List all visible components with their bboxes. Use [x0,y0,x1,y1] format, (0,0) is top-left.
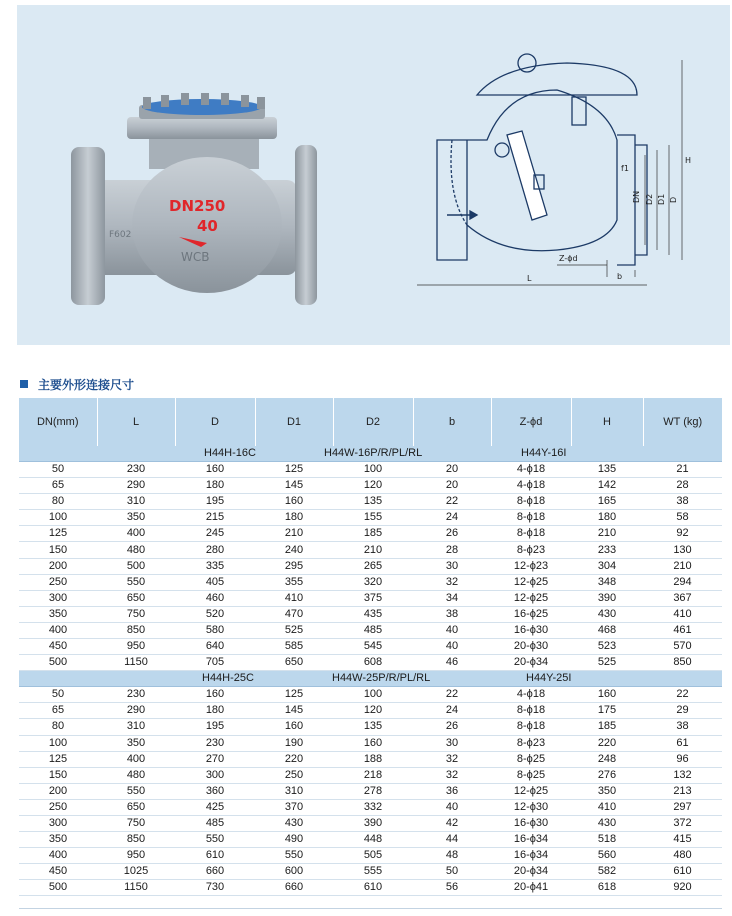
table-cell: 650 [97,590,175,606]
table-cell: 372 [643,815,722,831]
table-cell: 410 [255,590,333,606]
table-cell: 48 [413,848,491,864]
table-cell: 570 [643,639,722,655]
table-cell: 28 [643,478,722,494]
model-group-row [19,671,722,687]
table-cell: 250 [255,767,333,783]
dim-d2: D2 [645,193,654,205]
table-cell: 278 [333,783,413,799]
table-cell: 610 [643,864,722,880]
dimension-table [19,398,722,896]
table-cell: 8-ϕ18 [491,510,571,526]
valve-photo [57,85,317,325]
table-cell: 8-ϕ23 [491,735,571,751]
dim-nominal: DN [632,190,641,203]
table-cell: 16-ϕ25 [491,606,571,622]
table-cell: 580 [175,622,255,638]
table-cell: 850 [97,622,175,638]
table-cell: 310 [255,783,333,799]
table-cell: 233 [571,542,643,558]
table-cell: 32 [413,751,491,767]
dim-length: L [527,274,532,283]
header-l: L [97,398,175,446]
table-header-row [19,398,722,446]
table-cell: 335 [175,558,255,574]
table-cell: 480 [97,767,175,783]
table-cell: 8-ϕ18 [491,494,571,510]
table-cell: 300 [175,767,255,783]
table-cell: 297 [643,799,722,815]
table-row [19,622,722,638]
table-cell: 40 [413,639,491,655]
table-row [19,462,722,478]
table-cell: 190 [255,735,333,751]
table-cell: 304 [571,558,643,574]
table-cell: 230 [175,735,255,751]
table-cell: 480 [643,848,722,864]
table-cell: 518 [571,832,643,848]
table-cell: 135 [333,719,413,735]
table-cell: 24 [413,510,491,526]
table-cell: 4-ϕ18 [491,687,571,703]
table-cell: 215 [175,510,255,526]
model-label: H44H-16C [204,447,256,459]
table-cell: 8-ϕ18 [491,703,571,719]
table-cell: 92 [643,526,722,542]
table-cell: 550 [97,783,175,799]
table-cell: 640 [175,639,255,655]
table-cell: 16-ϕ34 [491,832,571,848]
marking-pressure: 40 [197,217,218,235]
table-cell: 950 [97,639,175,655]
table-cell: 430 [571,606,643,622]
table-cell: 850 [643,655,722,671]
table-row [19,848,722,864]
table-cell: 16-ϕ34 [491,848,571,864]
table-cell: 160 [333,735,413,751]
table-cell: 165 [571,494,643,510]
table-cell: 120 [333,703,413,719]
table-cell: 160 [255,494,333,510]
table-cell: 61 [643,735,722,751]
table-cell: 12-ϕ30 [491,799,571,815]
table-cell: 46 [413,655,491,671]
table-cell: 28 [413,542,491,558]
table-cell: 300 [19,590,97,606]
table-cell: 348 [571,574,643,590]
table-cell: 20 [413,462,491,478]
table-cell: 485 [175,815,255,831]
model-label: H44W-16P/R/PL/RL [324,447,423,459]
table-cell: 185 [571,719,643,735]
table-row [19,735,722,751]
table-cell: 125 [19,751,97,767]
table-cell: 390 [333,815,413,831]
table-cell: 200 [19,558,97,574]
table-cell: 8-ϕ25 [491,767,571,783]
table-cell: 8-ϕ18 [491,526,571,542]
table-cell: 21 [643,462,722,478]
table-cell: 430 [255,815,333,831]
table-cell: 132 [643,767,722,783]
table-cell: 525 [255,622,333,638]
table-cell: 705 [175,655,255,671]
table-cell: 367 [643,590,722,606]
model-label: H44Y-16I [521,447,567,459]
table-cell: 582 [571,864,643,880]
table-cell: 195 [175,494,255,510]
table-cell: 550 [255,848,333,864]
table-cell: 8-ϕ18 [491,719,571,735]
table-cell: 485 [333,622,413,638]
table-cell: 650 [255,655,333,671]
table-cell: 8-ϕ25 [491,751,571,767]
table-cell: 250 [19,574,97,590]
table-row [19,832,722,848]
dim-flange-lip: f1 [621,164,629,173]
table-cell: 850 [97,832,175,848]
table-cell: 56 [413,880,491,896]
table-cell: 30 [413,558,491,574]
table-cell: 50 [413,864,491,880]
table-cell: 20-ϕ34 [491,864,571,880]
table-cell: 230 [97,462,175,478]
table-row [19,767,722,783]
table-row [19,719,722,735]
header-d2: D2 [333,398,413,446]
table-cell: 350 [19,606,97,622]
table-cell: 180 [255,510,333,526]
table-cell: 370 [255,799,333,815]
table-cell: 160 [175,687,255,703]
table-row [19,815,722,831]
table-row [19,880,722,896]
table-cell: 210 [255,526,333,542]
dim-height: H [685,156,692,165]
table-cell: 8-ϕ23 [491,542,571,558]
table-cell: 250 [19,799,97,815]
table-cell: 160 [175,462,255,478]
table-cell: 218 [333,767,413,783]
model-group-row [19,446,722,462]
table-cell: 80 [19,719,97,735]
table-cell: 355 [255,574,333,590]
table-cell: 20-ϕ30 [491,639,571,655]
table-cell: 520 [175,606,255,622]
section-drawing [407,45,727,305]
table-cell: 450 [19,864,97,880]
table-cell: 375 [333,590,413,606]
table-cell: 32 [413,574,491,590]
product-banner [17,5,730,345]
table-cell: 435 [333,606,413,622]
table-cell: 4-ϕ18 [491,462,571,478]
table-cell: 350 [19,832,97,848]
table-cell: 210 [643,558,722,574]
table-cell: 1150 [97,880,175,896]
table-cell: 425 [175,799,255,815]
table-cell: 295 [255,558,333,574]
table-cell: 400 [19,622,97,638]
table-cell: 660 [175,864,255,880]
table-row [19,510,722,526]
table-cell: 50 [19,687,97,703]
table-cell: 65 [19,478,97,494]
table-cell: 32 [413,767,491,783]
table-cell: 550 [175,832,255,848]
marking-side: F602 [109,230,132,240]
table-cell: 26 [413,526,491,542]
table-cell: 600 [255,864,333,880]
table-cell: 470 [255,606,333,622]
table-cell: 36 [413,783,491,799]
table-cell: 210 [333,542,413,558]
table-cell: 210 [571,526,643,542]
square-bullet-icon [20,380,28,388]
header-d1: D1 [255,398,333,446]
table-cell: 20 [413,478,491,494]
table-cell: 950 [97,848,175,864]
table-cell: 185 [333,526,413,542]
table-row [19,478,722,494]
table-cell: 660 [255,880,333,896]
table-cell: 12-ϕ25 [491,590,571,606]
table-cell: 100 [333,462,413,478]
table-cell: 100 [19,735,97,751]
table-cell: 12-ϕ23 [491,558,571,574]
header-d: D [175,398,255,446]
table-cell: 650 [97,799,175,815]
table-cell: 415 [643,832,722,848]
table-cell: 135 [333,494,413,510]
table-cell: 610 [175,848,255,864]
table-cell: 16-ϕ30 [491,622,571,638]
table-cell: 545 [333,639,413,655]
table-cell: 350 [571,783,643,799]
table-cell: 468 [571,622,643,638]
table-cell: 610 [333,880,413,896]
table-cell: 550 [97,574,175,590]
table-cell: 188 [333,751,413,767]
marking-material: WCB [181,250,210,264]
section-heading [20,376,134,392]
table-cell: 180 [175,478,255,494]
header-dn: DN(mm) [19,398,97,446]
table-row [19,687,722,703]
table-cell: 180 [175,703,255,719]
table-cell: 34 [413,590,491,606]
section-title: 主要外形连接尺寸 [38,377,135,392]
table-cell: 480 [97,542,175,558]
table-cell: 58 [643,510,722,526]
table-cell: 750 [97,815,175,831]
table-cell: 20-ϕ34 [491,655,571,671]
table-cell: 265 [333,558,413,574]
table-cell: 608 [333,655,413,671]
table-cell: 490 [255,832,333,848]
table-cell: 145 [255,478,333,494]
table-cell: 40 [413,622,491,638]
table-cell: 96 [643,751,722,767]
table-cell: 360 [175,783,255,799]
table-cell: 145 [255,703,333,719]
dim-d: D [669,196,678,203]
table-cell: 125 [255,687,333,703]
table-cell: 460 [175,590,255,606]
table-cell: 200 [19,783,97,799]
table-cell: 400 [97,526,175,542]
table-row [19,526,722,542]
table-cell: 22 [413,494,491,510]
table-cell: 135 [571,462,643,478]
table-cell: 220 [255,751,333,767]
table-cell: 310 [97,494,175,510]
table-cell: 40 [413,799,491,815]
table-row [19,542,722,558]
table-cell: 220 [571,735,643,751]
table-row [19,783,722,799]
table-cell: 430 [571,815,643,831]
table-cell: 1150 [97,655,175,671]
table-cell: 270 [175,751,255,767]
model-label: H44W-25P/R/PL/RL [332,672,431,685]
table-row [19,574,722,590]
table-cell: 213 [643,783,722,799]
header-h: H [571,398,643,446]
table-cell: 24 [413,703,491,719]
table-cell: 410 [571,799,643,815]
table-cell: 560 [571,848,643,864]
table-cell: 100 [19,510,97,526]
table-cell: 290 [97,478,175,494]
table-cell: 500 [19,880,97,896]
table-cell: 160 [571,687,643,703]
table-row [19,494,722,510]
table-cell: 525 [571,655,643,671]
table-cell: 125 [255,462,333,478]
table-cell: 65 [19,703,97,719]
table-cell: 400 [19,848,97,864]
model-label: H44H-25C [202,672,254,685]
table-cell: 405 [175,574,255,590]
table-cell: 125 [19,526,97,542]
table-cell: 294 [643,574,722,590]
table-cell: 448 [333,832,413,848]
table-cell: 38 [643,719,722,735]
table-row [19,590,722,606]
table-cell: 245 [175,526,255,542]
table-cell: 16-ϕ30 [491,815,571,831]
table-cell: 38 [413,606,491,622]
table-cell: 332 [333,799,413,815]
header-weight: WT (kg) [643,398,722,446]
table-cell: 38 [643,494,722,510]
table-cell: 248 [571,751,643,767]
model-label: H44Y-25I [526,672,572,685]
table-cell: 160 [255,719,333,735]
table-cell: 730 [175,880,255,896]
table-cell: 310 [97,719,175,735]
table-cell: 42 [413,815,491,831]
table-cell: 461 [643,622,722,638]
table-bottom-rule [19,908,722,909]
table-row [19,864,722,880]
table-cell: 180 [571,510,643,526]
table-cell: 505 [333,848,413,864]
table-row [19,639,722,655]
table-cell: 100 [333,687,413,703]
table-cell: 22 [413,687,491,703]
table-row [19,606,722,622]
table-cell: 150 [19,542,97,558]
marking-size: DN250 [169,197,226,215]
header-bolts: Z-ϕd [491,398,571,446]
table-row [19,799,722,815]
table-cell: 4-ϕ18 [491,478,571,494]
header-b: b [413,398,491,446]
table-cell: 750 [97,606,175,622]
table-cell: 276 [571,767,643,783]
table-cell: 500 [19,655,97,671]
table-cell: 26 [413,719,491,735]
table-cell: 618 [571,880,643,896]
table-cell: 500 [97,558,175,574]
table-cell: 920 [643,880,722,896]
table-cell: 50 [19,462,97,478]
table-row [19,751,722,767]
table-cell: 20-ϕ41 [491,880,571,896]
table-cell: 1025 [97,864,175,880]
table-cell: 523 [571,639,643,655]
table-cell: 240 [255,542,333,558]
table-cell: 175 [571,703,643,719]
table-cell: 230 [97,687,175,703]
table-cell: 585 [255,639,333,655]
table-cell: 12-ϕ25 [491,574,571,590]
table-cell: 300 [19,815,97,831]
table-cell: 150 [19,767,97,783]
table-cell: 12-ϕ25 [491,783,571,799]
table-cell: 320 [333,574,413,590]
table-cell: 290 [97,703,175,719]
table-cell: 22 [643,687,722,703]
table-cell: 390 [571,590,643,606]
table-cell: 555 [333,864,413,880]
table-row [19,703,722,719]
table-cell: 30 [413,735,491,751]
table-cell: 400 [97,751,175,767]
table-cell: 130 [643,542,722,558]
table-cell: 142 [571,478,643,494]
table-cell: 350 [97,510,175,526]
table-cell: 44 [413,832,491,848]
table-cell: 410 [643,606,722,622]
table-cell: 120 [333,478,413,494]
table-cell: 29 [643,703,722,719]
table-row [19,655,722,671]
table-cell: 350 [97,735,175,751]
table-cell: 155 [333,510,413,526]
table-cell: 80 [19,494,97,510]
dim-d1: D1 [657,193,666,205]
table-cell: 280 [175,542,255,558]
table-row [19,558,722,574]
table-cell: 450 [19,639,97,655]
table-cell: 195 [175,719,255,735]
dim-bolt-holes: Z-ϕd [559,254,578,263]
dim-flange-thickness: b [617,272,623,281]
